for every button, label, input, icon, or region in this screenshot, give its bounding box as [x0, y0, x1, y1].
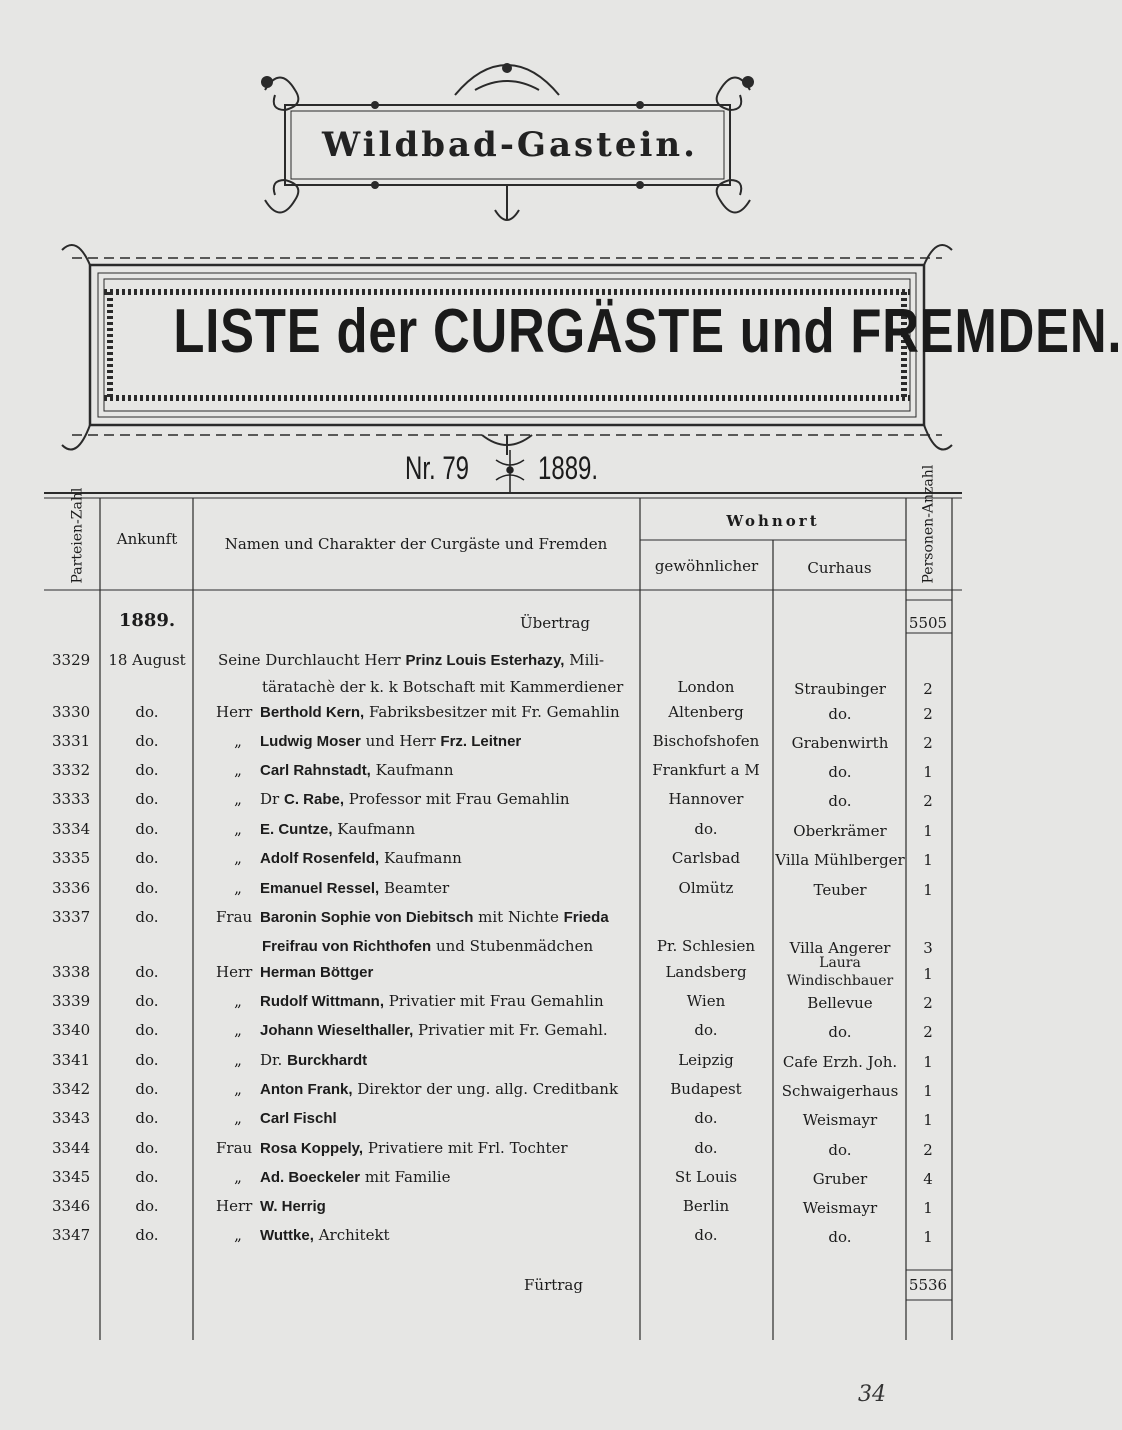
row-residence: Bischofshofen: [652, 732, 760, 750]
row-name: [216, 992, 646, 1010]
row-curhaus: do.: [828, 1228, 852, 1246]
row-residence: Budapest: [670, 1080, 742, 1098]
row-number: 3339: [52, 992, 91, 1010]
name-prefix: „: [234, 1051, 242, 1069]
name-prefix: „: [234, 1109, 242, 1127]
name-title: Dr.: [260, 1051, 283, 1069]
name-prefix: „: [234, 820, 242, 838]
row-arrival: do.: [135, 908, 159, 926]
guest-name: Rosa Koppely,: [260, 1140, 364, 1157]
row-number: 3341: [52, 1051, 91, 1069]
row-curhaus: do.: [828, 1023, 852, 1041]
row-number: 3337: [52, 908, 91, 926]
row-residence: St Louis: [674, 1168, 738, 1186]
row-persons: 2: [923, 1023, 933, 1041]
row-arrival: do.: [135, 732, 159, 750]
name-prefix: „: [234, 849, 242, 867]
row-curhaus: do.: [828, 705, 852, 723]
carry-out-label: Fürtrag: [524, 1276, 583, 1294]
row-persons: 1: [923, 1199, 933, 1217]
guest-description: Kaufmann: [383, 849, 462, 867]
row-persons: 2: [923, 1141, 933, 1159]
row-persons: 1: [923, 965, 933, 983]
issue-year: 1889.: [538, 450, 599, 486]
row-arrival: do.: [135, 790, 159, 808]
carry-in-year: 1889.: [118, 610, 176, 631]
row-number: 3338: [52, 963, 91, 981]
name-prefix: Frau: [216, 908, 253, 926]
issue-number: Nr. 79: [405, 450, 470, 486]
name-prefix: „: [234, 1226, 242, 1244]
guest-description: Privatiere mit Frl. Tochter: [367, 1139, 568, 1157]
name-prefix: „: [234, 879, 242, 897]
row-number: 3332: [52, 761, 91, 779]
row-number: 3343: [52, 1109, 91, 1127]
guest-name: Emanuel Ressel,: [260, 880, 380, 897]
row-persons: 2: [923, 994, 933, 1012]
row-persons: 4: [923, 1170, 933, 1188]
row-residence: Carlsbad: [671, 849, 741, 867]
row-name: [218, 651, 648, 669]
guest-description: Privatier mit Fr. Gemahl.: [418, 1021, 608, 1039]
row-name: [216, 908, 646, 926]
row-number: 3340: [52, 1021, 91, 1039]
row-persons: 1: [923, 1082, 933, 1100]
row-name: [216, 1139, 646, 1157]
guest-description: Privatier mit Frau Gemahlin: [388, 992, 604, 1010]
row-name: [216, 1021, 646, 1039]
row-persons: 1: [923, 1053, 933, 1071]
row-arrival: do.: [135, 1168, 159, 1186]
row-name: [216, 879, 646, 897]
name-prefix: Seine Durchlaucht Herr: [218, 651, 401, 669]
guest-name: Ad. Boeckeler: [260, 1169, 361, 1186]
guest-description: Fabriksbesitzer mit Fr. Gemahlin: [368, 703, 620, 721]
guest-description: Mili-: [569, 651, 605, 669]
row-arrival: do.: [135, 879, 159, 897]
col-header-personen: Personen-Anzahl: [920, 464, 937, 584]
guest-description: und Herr: [365, 732, 436, 750]
guest-name: C. Rabe,: [283, 791, 344, 808]
row-persons: 1: [923, 1228, 933, 1246]
row-residence: do.: [694, 1226, 718, 1244]
row-number: 3346: [52, 1197, 91, 1215]
row-arrival: do.: [135, 1226, 159, 1244]
row-residence: Hannover: [668, 790, 744, 808]
row-number: 3333: [52, 790, 91, 808]
row-curhaus-line2: Windischbauer: [786, 973, 894, 989]
row-number: 3347: [52, 1226, 91, 1244]
row-persons: 1: [923, 763, 933, 781]
page-number: 34: [858, 1382, 886, 1407]
guest-description: Kaufmann: [337, 820, 416, 838]
row-curhaus: Gruber: [812, 1170, 868, 1188]
row-number: 3329: [52, 651, 91, 669]
name-prefix: „: [234, 1080, 242, 1098]
row-arrival: do.: [135, 1139, 159, 1157]
name-prefix: „: [234, 732, 242, 750]
guest-description: Beamter: [384, 879, 450, 897]
row-persons: 2: [923, 680, 933, 698]
row-arrival: do.: [135, 820, 159, 838]
row-residence: Altenberg: [668, 703, 744, 721]
guest-name: Ludwig Moser: [260, 733, 361, 750]
row-curhaus: Villa Mühlberger: [775, 851, 905, 869]
guest-name-2: Frieda: [563, 909, 609, 926]
row-residence: do.: [694, 1139, 718, 1157]
row-name: [216, 761, 646, 779]
guest-name: Burckhardt: [287, 1052, 368, 1069]
row-number: 3336: [52, 879, 91, 897]
row-arrival: do.: [135, 761, 159, 779]
place-title: Wildbad-Gastein.: [322, 125, 698, 165]
row-residence: do.: [694, 1109, 718, 1127]
row-arrival: do.: [135, 1109, 159, 1127]
name-prefix: Frau: [216, 1139, 253, 1157]
row-persons: 1: [923, 851, 933, 869]
row-residence: Frankfurt a M: [652, 761, 760, 779]
guest-name: Prinz Louis Esterhazy,: [405, 652, 565, 669]
name-prefix: „: [234, 992, 242, 1010]
col-header-ankunft: Ankunft: [116, 530, 178, 548]
row-name: [216, 849, 646, 867]
row-curhaus: do.: [828, 792, 852, 810]
row-residence: Berlin: [682, 1197, 730, 1215]
name-title: Dr: [260, 790, 280, 808]
guest-name: Carl Fischl: [260, 1110, 337, 1127]
row-residence: do.: [694, 820, 718, 838]
name-prefix: „: [234, 1168, 242, 1186]
row-residence: Leipzig: [678, 1051, 734, 1069]
row-number: 3342: [52, 1080, 91, 1098]
row-persons: 1: [923, 881, 933, 899]
row-name: [216, 703, 646, 721]
row-arrival: 18 August: [108, 651, 186, 669]
guest-description: mit Nichte: [478, 908, 559, 926]
row-residence: London: [677, 678, 735, 696]
guest-name: Berthold Kern,: [260, 704, 365, 721]
guest-description: Architekt: [318, 1226, 390, 1244]
row-name-line2: täratachè der k. k Botschaft mit Kammerdiener: [262, 678, 624, 696]
row-persons: 3: [923, 939, 933, 957]
name-prefix: Herr: [216, 703, 253, 721]
row-residence: Pr. Schlesien: [656, 937, 756, 955]
row-arrival: do.: [135, 703, 159, 721]
row-curhaus: Straubinger: [794, 680, 886, 698]
guest-name: Baronin Sophie von Diebitsch: [260, 909, 474, 926]
row-arrival: do.: [135, 849, 159, 867]
guest-description-cont: und Stubenmädchen: [435, 937, 594, 955]
row-name: [216, 1051, 646, 1069]
row-arrival: do.: [135, 1197, 159, 1215]
row-number: 3344: [52, 1139, 91, 1157]
row-curhaus-line1: Laura: [819, 955, 861, 971]
guest-name: Adolf Rosenfeld,: [260, 850, 380, 867]
carry-out-total: 5536: [908, 1276, 948, 1294]
guest-name: Anton Frank,: [260, 1081, 353, 1098]
guest-description: Professor mit Frau Gemahlin: [348, 790, 570, 808]
row-curhaus: do.: [828, 763, 852, 781]
row-persons: 1: [923, 822, 933, 840]
name-prefix: „: [234, 790, 242, 808]
name-prefix: Herr: [216, 963, 253, 981]
row-persons: 1: [923, 1111, 933, 1129]
row-name: [216, 1168, 646, 1186]
guest-name: Wuttke,: [260, 1227, 314, 1244]
guest-description: Direktor der ung. allg. Creditbank: [357, 1080, 619, 1098]
name-prefix: „: [234, 1021, 242, 1039]
row-curhaus: Schwaigerhaus: [781, 1082, 899, 1100]
row-number: 3331: [52, 732, 91, 750]
row-curhaus: Grabenwirth: [791, 734, 889, 752]
guest-name: Herman Böttger: [260, 964, 374, 981]
row-name: [216, 1080, 646, 1098]
name-prefix: Herr: [216, 1197, 253, 1215]
row-curhaus: Cafe Erzh. Joh.: [782, 1053, 898, 1071]
guest-name: E. Cuntze,: [260, 821, 333, 838]
row-residence: Landsberg: [665, 963, 747, 981]
guest-description: Kaufmann: [375, 761, 454, 779]
col-header-wohnort: Wohnort: [726, 512, 820, 530]
row-name: [216, 1226, 646, 1244]
row-name: [216, 1109, 646, 1127]
guest-description: mit Familie: [364, 1168, 451, 1186]
row-curhaus: Teuber: [813, 881, 867, 899]
row-name: [216, 820, 646, 838]
row-name: [216, 732, 646, 750]
row-persons: 2: [923, 705, 933, 723]
col-header-gewoehnlicher: gewöhnlicher: [654, 557, 759, 575]
row-residence: do.: [694, 1021, 718, 1039]
row-name: [216, 790, 646, 808]
row-number: 3335: [52, 849, 91, 867]
row-arrival: do.: [135, 963, 159, 981]
row-arrival: do.: [135, 1021, 159, 1039]
row-name: [216, 963, 646, 981]
guest-name: Rudolf Wittmann,: [260, 993, 385, 1010]
carry-in-total: 5505: [908, 614, 948, 632]
row-residence: Wien: [686, 992, 726, 1010]
row-name: [216, 1197, 646, 1215]
row-arrival: do.: [135, 992, 159, 1010]
col-header-curhaus: Curhaus: [807, 559, 872, 577]
row-curhaus: Bellevue: [807, 994, 873, 1012]
guest-name: Carl Rahnstadt,: [260, 762, 371, 779]
name-prefix: „: [234, 761, 242, 779]
row-name-line2: [262, 937, 692, 955]
row-curhaus: Villa Angerer: [789, 939, 891, 957]
row-number: 3334: [52, 820, 91, 838]
row-curhaus: Weismayr: [802, 1199, 878, 1217]
guest-name: W. Herrig: [260, 1198, 326, 1215]
carry-in-label: Übertrag: [520, 614, 591, 632]
guest-name-cont: Freifrau von Richthofen: [262, 938, 432, 955]
row-residence: Olmütz: [678, 879, 734, 897]
main-title: LISTE der CURGÄSTE und FREMDEN.: [173, 297, 1122, 366]
row-persons: 2: [923, 734, 933, 752]
row-arrival: do.: [135, 1051, 159, 1069]
row-curhaus: Weismayr: [802, 1111, 878, 1129]
issue-ornament: [492, 450, 528, 492]
col-header-parteien: Parteien-Zahl: [69, 487, 86, 584]
col-header-namen: Namen und Charakter der Curgäste und Fremden: [224, 535, 608, 553]
row-arrival: do.: [135, 1080, 159, 1098]
guest-name-2: Frz. Leitner: [440, 733, 522, 750]
row-number: 3330: [52, 703, 91, 721]
row-curhaus: Oberkrämer: [793, 822, 887, 840]
guest-name: Johann Wieselthaller,: [260, 1022, 414, 1039]
row-number: 3345: [52, 1168, 91, 1186]
row-curhaus: do.: [828, 1141, 852, 1159]
row-persons: 2: [923, 792, 933, 810]
